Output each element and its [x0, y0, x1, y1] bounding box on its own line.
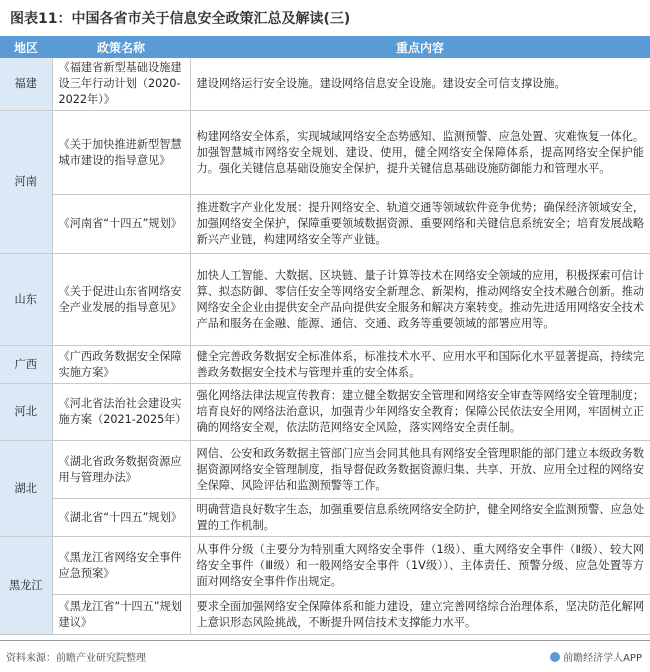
table-row — [0, 441, 650, 499]
region-cell: 湖北 — [0, 441, 52, 537]
column-header-policy: 政策名称 — [52, 36, 190, 58]
region-cell: 河南 — [0, 111, 52, 254]
table-row — [0, 595, 650, 635]
table-header-row — [0, 36, 650, 58]
region-cell: 山东 — [0, 254, 52, 346]
table-row — [0, 195, 650, 254]
table-row — [0, 346, 650, 384]
policy-name-cell: 《黑龙江省网络安全事件应急预案》 — [52, 537, 190, 595]
table-row — [0, 58, 650, 111]
region-cell: 广西 — [0, 346, 52, 384]
table-row — [0, 537, 650, 595]
footer — [0, 640, 650, 672]
column-header-region: 地区 — [0, 36, 52, 58]
brand-label — [550, 649, 642, 664]
policy-name-cell: 《福建省新型基础设施建设三年行动计划（2020-2022年）》 — [52, 58, 190, 111]
policy-name-cell: 《河南省“十四五”规划》 — [52, 195, 190, 254]
policy-content-cell: 明确营造良好数字生态，加强重要信息系统网络安全防护，健全网络安全监测预警、应急处置的工作机制。 — [190, 499, 650, 537]
source-note: 资料来源：前瞻产业研究院整理 — [6, 653, 146, 664]
column-header-content: 重点内容 — [190, 36, 650, 58]
policy-name-cell: 《黑龙江省“十四五”规划建议》 — [52, 595, 190, 635]
policy-name-cell: 《河北省法治社会建设实施方案（2021-2025年） — [52, 384, 190, 441]
table-row — [0, 254, 650, 346]
policy-name-cell: 《湖北省政务数据资源应用与管理办法》 — [52, 441, 190, 499]
table-row — [0, 384, 650, 441]
qianzhan-logo-icon — [550, 652, 560, 662]
policy-name-cell: 《湖北省“十四五”规划》 — [52, 499, 190, 537]
policy-name-cell: 《广西政务数据安全保障实施方案》 — [52, 346, 190, 384]
region-cell: 黑龙江 — [0, 537, 52, 635]
policy-content-cell: 健全完善政务数据安全标准体系，标准技术水平、应用水平和国际化水平显著提高，持续完善政务数据安全技术与管理并重的安全体系。 — [190, 346, 650, 384]
table-row — [0, 499, 650, 537]
policy-name-cell: 《关于加快推进新型智慧城市建设的指导意见》 — [52, 111, 190, 195]
policy-content-cell: 加快人工智能、大数据、区块链、量子计算等技术在网络安全领域的应用，积极探索可信计算、拟态防御、零信任安全等网络安全新理念、新架构，推动网络安全技术融合创新。推动网络安全企业由提供安全产品向提供安全服务和解决方案转变。推动先进适用网络安全技术产品和服务在金融、能源、通信、交通、政务等重要领域的部署应用等。 — [190, 254, 650, 346]
policy-content-cell: 建设网络运行安全设施。建设网络信息安全设施。建设安全可信支撑设施。 — [190, 58, 650, 111]
region-cell: 河北 — [0, 384, 52, 441]
region-cell: 福建 — [0, 58, 52, 111]
brand-text: 前瞻经济学人APP — [563, 653, 642, 664]
policy-content-cell: 要求全面加强网络安全保障体系和能力建设，建立完善网络综合治理体系，坚决防范化解网上意识形态风险挑战，不断提升网信技术支撑能力水平。 — [190, 595, 650, 635]
policy-content-cell: 推进数字产业化发展：提升网络安全、轨道交通等领域软件竞争优势；确保经济领域安全，加强网络安全保护，保障重要领域数据资源、重要网络和关键信息系统安全；培育发展战略新兴产业链，构建网络安全等产业链。 — [190, 195, 650, 254]
policy-table — [0, 36, 650, 635]
page-title: 图表11：中国各省市关于信息安全政策汇总及解读(三) — [10, 11, 351, 27]
policy-name-cell: 《关于促进山东省网络安全产业发展的指导意见》 — [52, 254, 190, 346]
policy-content-cell: 构建网络安全体系，实现城域网络安全态势感知、监测预警、应急处置、灾难恢复一体化。加强智慧城市网络安全规划、建设、使用，健全网络安全保障体系，提高网络安全保护能力。强化关键信息基础设施安全保护，提升关键信息基础设施防御能力和管理水平。 — [190, 111, 650, 195]
table-row — [0, 111, 650, 195]
policy-content-cell: 从事件分级（主要分为特别重大网络安全事件（1级）、重大网络安全事件（Ⅱ级）、较大网络安全事件（Ⅲ级）和一般网络安全事件（1V级））、主体责任、预警分级、应急处置等方面对网络安全事件作出规定。 — [190, 537, 650, 595]
policy-content-cell: 强化网络法律法规宣传教育：建立健全数据安全管理和网络安全审查等网络安全管理制度；培育良好的网络法治意识，加强青少年网络安全教育；保障公民依法安全用网，牢固树立正确的网络安全观，依法防范网络安全风险，落实网络安全责任制。 — [190, 384, 650, 441]
policy-content-cell: 网信、公安和政务数据主管部门应当会同其他具有网络安全管理职能的部门建立本级政务数据资源网络安全管理制度，指导督促政务数据资源归集、共享、开放、应用全过程的网络安全保障、风险评估和监测预警等工作。 — [190, 441, 650, 499]
